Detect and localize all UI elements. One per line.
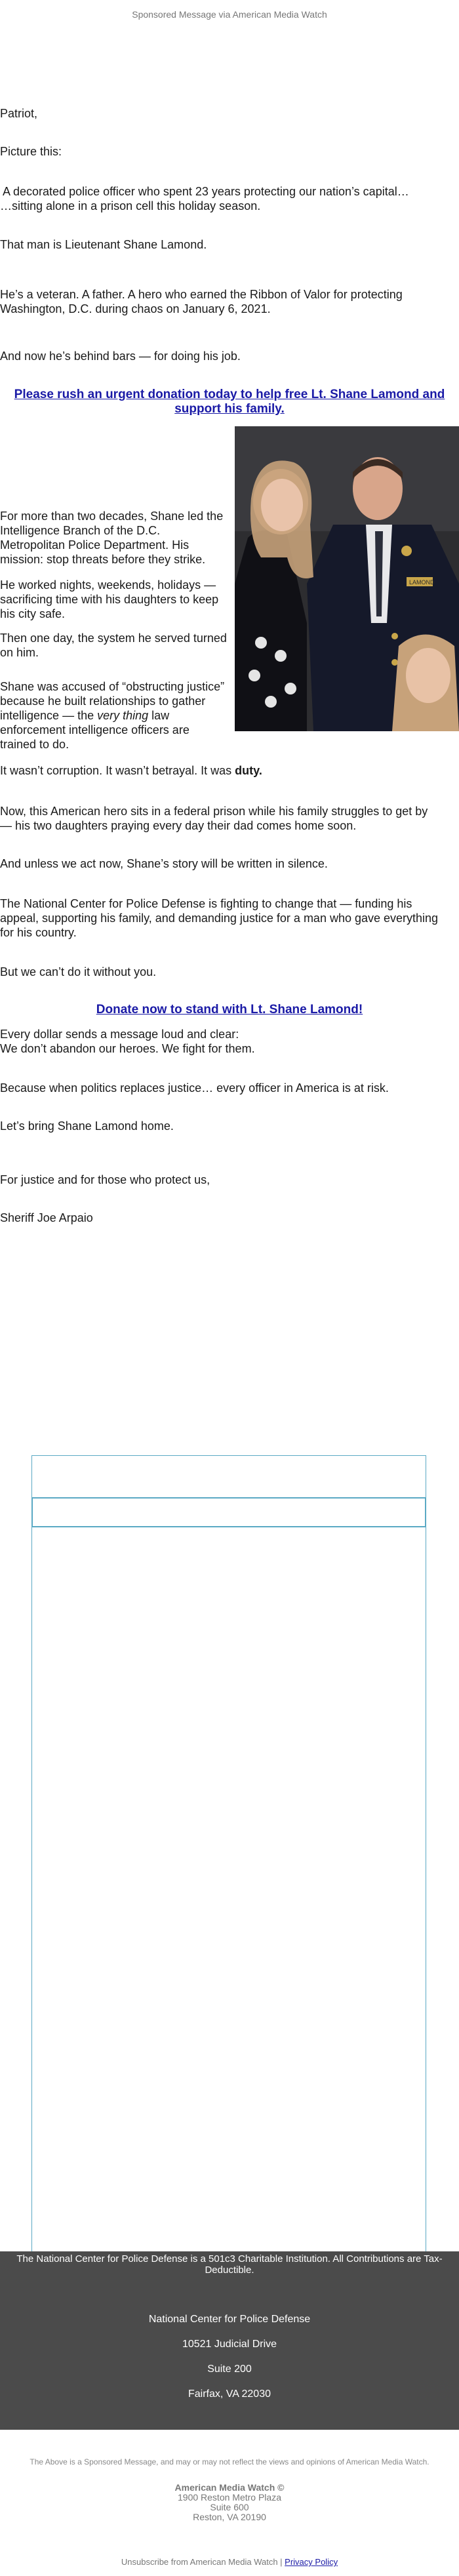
- family-photo: [235, 426, 459, 731]
- officer-line-2: …sitting alone in a prison cell this holiday season.: [0, 199, 261, 212]
- hero-paragraph: Now, this American hero sits in a federal prison while his family struggles to get by — his two daughters praying every day their dad comes home soon.: [0, 805, 428, 832]
- bring-home-line: Let’s bring Shane Lamond home.: [0, 1119, 174, 1133]
- sponsored-disclaimer: The Above is a Sponsored Message, and may or may not reflect the views and opinions of American Media Watch.: [30, 2457, 429, 2466]
- embedded-frame-field[interactable]: [31, 1497, 426, 1527]
- company-name: American Media Watch ©: [174, 2482, 285, 2493]
- ncpd-paragraph: The National Center for Police Defense is fighting to change that — funding his appeal, supporting his family, and demanding justice for a man who gave everything for his country.: [0, 897, 439, 939]
- company-street: 1900 Reston Metro Plaza: [178, 2492, 281, 2503]
- donate-cta-2[interactable]: [9, 1003, 450, 1017]
- company-suite: Suite 600: [210, 2502, 249, 2512]
- accused-paragraph: Shane was accused of “obstructing justice” because he built relationships to gather intelligence — the very thing law enforcement intelligence officers are trained to do.: [0, 680, 225, 751]
- greeting: Patriot,: [0, 107, 38, 120]
- behind-bars: And now he’s behind bars — for doing his job.: [0, 350, 241, 363]
- name-plate-text: LAMOND: [409, 579, 435, 586]
- decades-paragraph: For more than two decades, Shane led the Intelligence Branch of the D.C. Metropolitan Police Department. His mission: stop threats before they strike.: [0, 510, 224, 566]
- family-photo-illustration: [235, 426, 459, 731]
- org-name: National Center for Police Defense: [148, 2314, 311, 2325]
- charity-notice: The National Center for Police Defense is a 501c3 Charitable Institution. All Contributions are Tax- Deductible.: [16, 2253, 443, 2276]
- turned-paragraph: Then one day, the system he served turned on him.: [0, 632, 227, 659]
- politics-line: Because when politics replaces justice… every officer in America is at risk.: [0, 1081, 389, 1095]
- dont-abandon-line: We don’t abandon our heroes. We fight for them.: [0, 1042, 255, 1055]
- corruption-line: It wasn’t corruption. It wasn’t betrayal. It was duty.: [0, 764, 262, 777]
- org-city: Fairfax, VA 22030: [188, 2388, 271, 2400]
- org-street: 10521 Judicial Drive: [182, 2339, 277, 2350]
- picture-this: Picture this:: [0, 145, 62, 158]
- veteran-line-1: He’s a veteran. A father. A hero who earned the Ribbon of Valor for protecting: [0, 288, 403, 301]
- cant-do-line: But we can’t do it without you.: [0, 965, 157, 978]
- company-city: Reston, VA 20190: [193, 2512, 266, 2522]
- that-man: That man is Lieutenant Shane Lamond.: [0, 238, 207, 251]
- officer-line-1: A decorated police officer who spent 23 years protecting our nation’s capital…: [0, 185, 409, 198]
- org-suite: Suite 200: [207, 2364, 252, 2375]
- nights-paragraph: He worked nights, weekends, holidays — sacrificing time with his daughters to keep his city safe.: [0, 578, 219, 620]
- closing-line: For justice and for those who protect us,: [0, 1173, 210, 1186]
- embedded-donation-frame[interactable]: [31, 1455, 426, 2257]
- donate-cta-1[interactable]: [9, 388, 450, 416]
- donate-link-2[interactable]: Donate now to stand with Lt. Shane Lamond!: [96, 1003, 363, 1016]
- signature: Sheriff Joe Arpaio: [0, 1211, 93, 1224]
- donate-link-1[interactable]: Please rush an urgent donation today to help free Lt. Shane Lamond and support his family.: [14, 388, 445, 416]
- silence-line: And unless we act now, Shane’s story will be written in silence.: [0, 857, 328, 870]
- unsubscribe-line: [0, 2557, 459, 2567]
- privacy-policy-link[interactable]: Privacy Policy: [285, 2557, 338, 2567]
- sponsor-line: Sponsored Message via American Media Watch: [132, 9, 327, 20]
- veteran-line-2: Washington, D.C. during chaos on January 6, 2021.: [0, 302, 271, 315]
- every-dollar-line: Every dollar sends a message loud and clear:: [0, 1028, 239, 1041]
- unsubscribe-text[interactable]: Unsubscribe from American Media Watch |: [121, 2557, 285, 2567]
